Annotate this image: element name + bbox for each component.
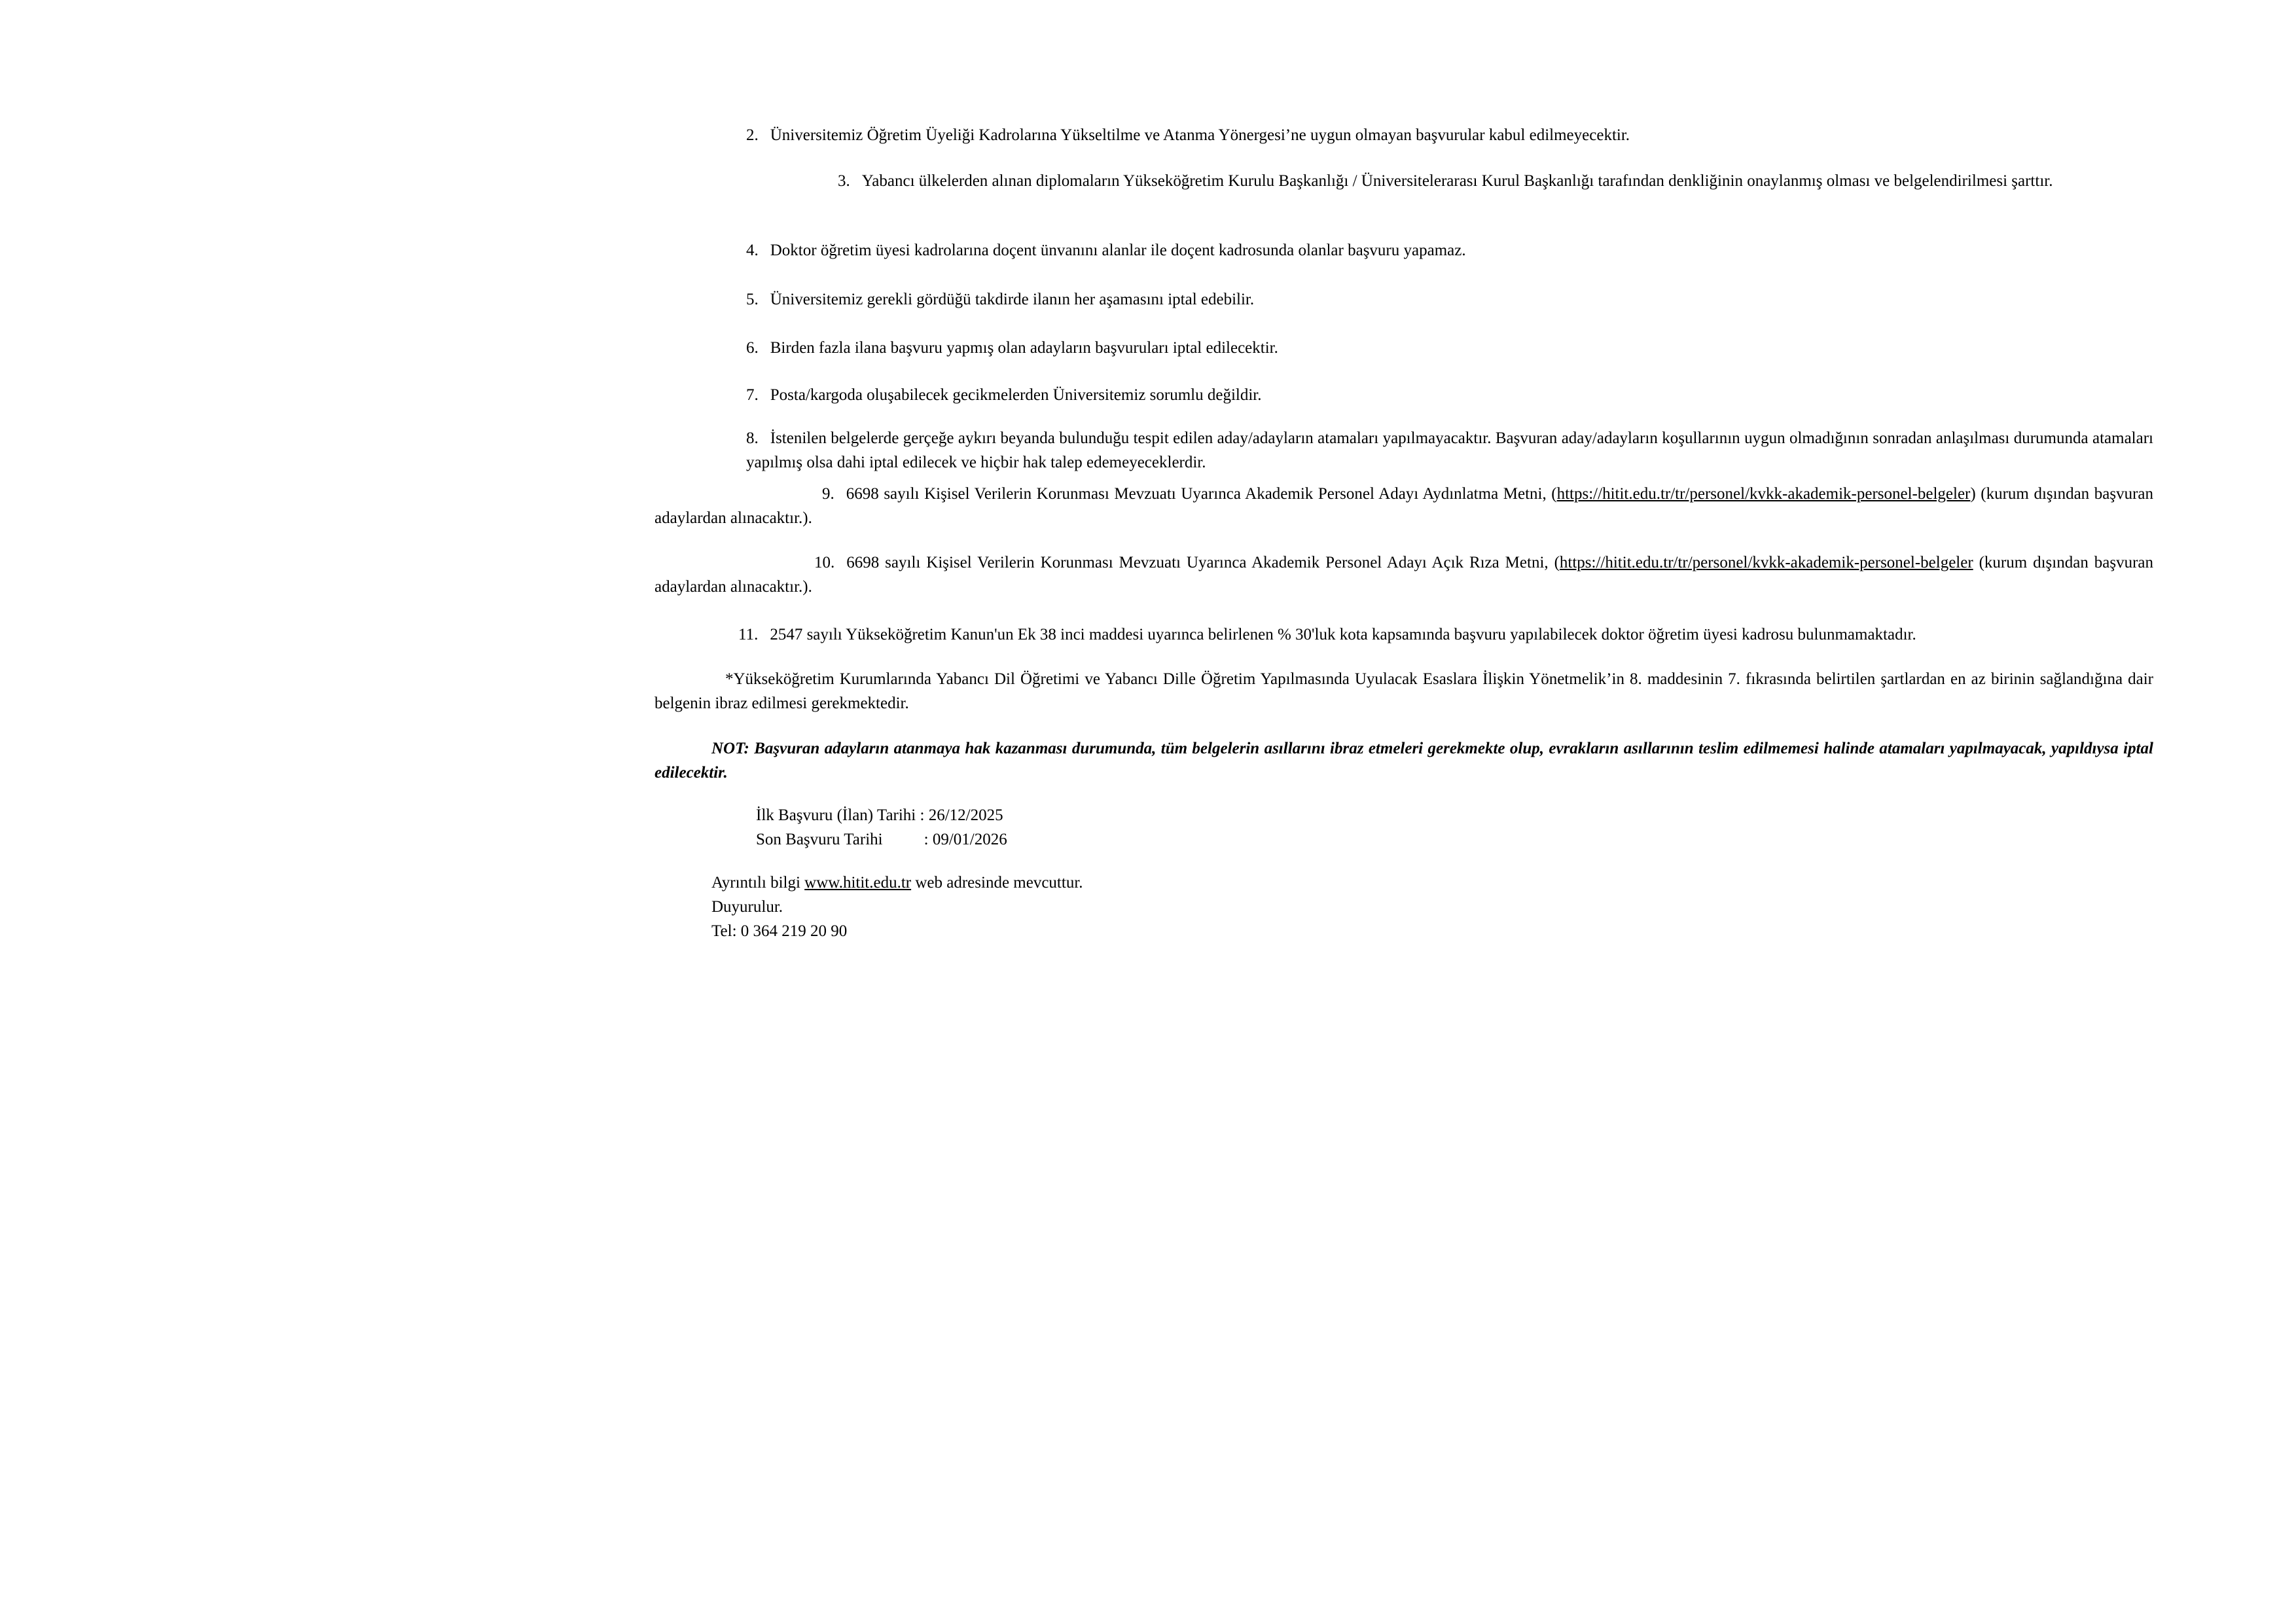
item-11 [655, 623, 2153, 647]
info-text-tail: web adresinde mevcuttur. [911, 874, 1083, 892]
item-number: 3. [838, 172, 850, 190]
announce-line: Duyurulur. [711, 898, 783, 916]
footnote-text: *Yükseköğretim Kurumlarında Yabancı Dil Öğretimi ve Yabancı Dille Öğretim Yapılmasında Uyulacak Esaslara İlişkin Yönetmelik’in 8. maddesinin 7. fıkrasında belirtilen şartlardan en az birinin sağlandığına dair belgenin ibraz edilmesi gerekmektedir. [655, 670, 2153, 712]
item-10 [655, 550, 2153, 599]
date-label: İlk Başvuru (İlan) Tarihi [756, 806, 916, 824]
item-number: 4. [746, 242, 759, 259]
item-number: 6. [746, 339, 759, 357]
item-number: 9. [822, 485, 834, 503]
item-text-tail: ) (kurum dışından başvuran adaylardan alınacaktır.). [655, 485, 2153, 527]
info-text: Ayrıntılı bilgi [711, 874, 805, 892]
item-number: 7. [746, 386, 759, 404]
item-text: Üniversitemiz Öğretim Üyeliği Kadrolarına Yükseltilme ve Atanma Yönergesi’ne uygun olmayan başvurular kabul edilmeyecektir. [770, 126, 1630, 144]
item-4 [655, 238, 2153, 262]
item-2 [655, 123, 2153, 147]
item-text: İstenilen belgelerde gerçeğe aykırı beyanda bulunduğu tespit edilen aday/adayların atamaları yapılmayacaktır. Başvuran aday/adayların koşullarının uygun olmadığının sonradan anlaşılması durumunda atamaları yapılmış olsa dahi iptal edilecek ve hiçbir hak talep edemeyeceklerdir. [746, 429, 2153, 471]
website-link[interactable]: www.hitit.edu.tr [804, 874, 912, 892]
item-text: Birden fazla ilana başvuru yapmış olan adayların başvuruları iptal edilecektir. [770, 339, 1278, 357]
kvkk-acik-riza-link[interactable]: https://hitit.edu.tr/tr/personel/kvkk-akademik-personel-belgeler [1559, 554, 1973, 571]
item-text: 6698 sayılı Kişisel Verilerin Korunması Mevzuatı Uyarınca Akademik Personel Adayı Açık Rıza Metni, ( [846, 554, 1560, 571]
item-text: Doktor öğretim üyesi kadrolarına doçent ünvanını alanlar ile doçent kadrosunda olanlar başvuru yapamaz. [770, 242, 1466, 259]
item-text: 6698 sayılı Kişisel Verilerin Korunması Mevzuatı Uyarınca Akademik Personel Adayı Aydınlatma Metni, ( [846, 485, 1557, 503]
date-label: Son Başvuru Tarihi [756, 831, 883, 848]
item-text: Posta/kargoda oluşabilecek gecikmelerden Üniversitemiz sorumlu değildir. [770, 386, 1262, 404]
footer [711, 871, 1083, 943]
last-application-date [756, 827, 1007, 852]
item-text: Üniversitemiz gerekli gördüğü takdirde ilanın her aşamasını iptal edebilir. [770, 291, 1255, 308]
item-number: 8. [746, 429, 759, 447]
application-dates [756, 803, 1007, 852]
kvkk-aydinlatma-link[interactable]: https://hitit.edu.tr/tr/personel/kvkk-akademik-personel-belgeler [1556, 485, 1971, 503]
item-8 [655, 426, 2153, 475]
item-text-tail: (kurum dışından başvuran adaylardan alınacaktır.). [655, 554, 2154, 596]
footnote [655, 667, 2153, 715]
item-number: 10. [814, 554, 835, 571]
item-3 [655, 169, 2153, 193]
item-text: 2547 sayılı Yükseköğretim Kanun'un Ek 38 inci maddesi uyarınca belirlenen % 30'luk kota kapsamında başvuru yapılabilecek doktor öğretim üyesi kadrosu bulunmamaktadır. [770, 626, 1916, 643]
date-value: : 26/12/2025 [920, 806, 1003, 824]
item-text: Yabancı ülkelerden alınan diplomaların Yükseköğretim Kurulu Başkanlığı / Üniversitelerarası Kurul Başkanlığı tarafından denkliğinin onaylanmış olması ve belgelendirilmesi şarttır. [861, 172, 2053, 190]
item-7 [655, 383, 2153, 407]
item-number: 5. [746, 291, 759, 308]
note-text: NOT: Başvuran adayların atanmaya hak kazanması durumunda, tüm belgelerin asıllarını ibraz etmeleri gerekmekte olup, evrakların asıllarının teslim edilmemesi halinde atamaları yapılmayacak, yapıldıysa iptal edilecektir. [655, 740, 2153, 782]
item-number: 11. [738, 626, 759, 643]
item-5 [655, 287, 2153, 312]
phone-line: Tel: 0 364 219 20 90 [711, 922, 848, 940]
item-9 [655, 482, 2153, 530]
info-line [711, 871, 1083, 895]
item-number: 2. [746, 126, 759, 144]
item-6 [655, 336, 2153, 360]
note [655, 736, 2153, 785]
date-value: : 09/01/2026 [924, 831, 1007, 848]
first-application-date [756, 803, 1007, 827]
